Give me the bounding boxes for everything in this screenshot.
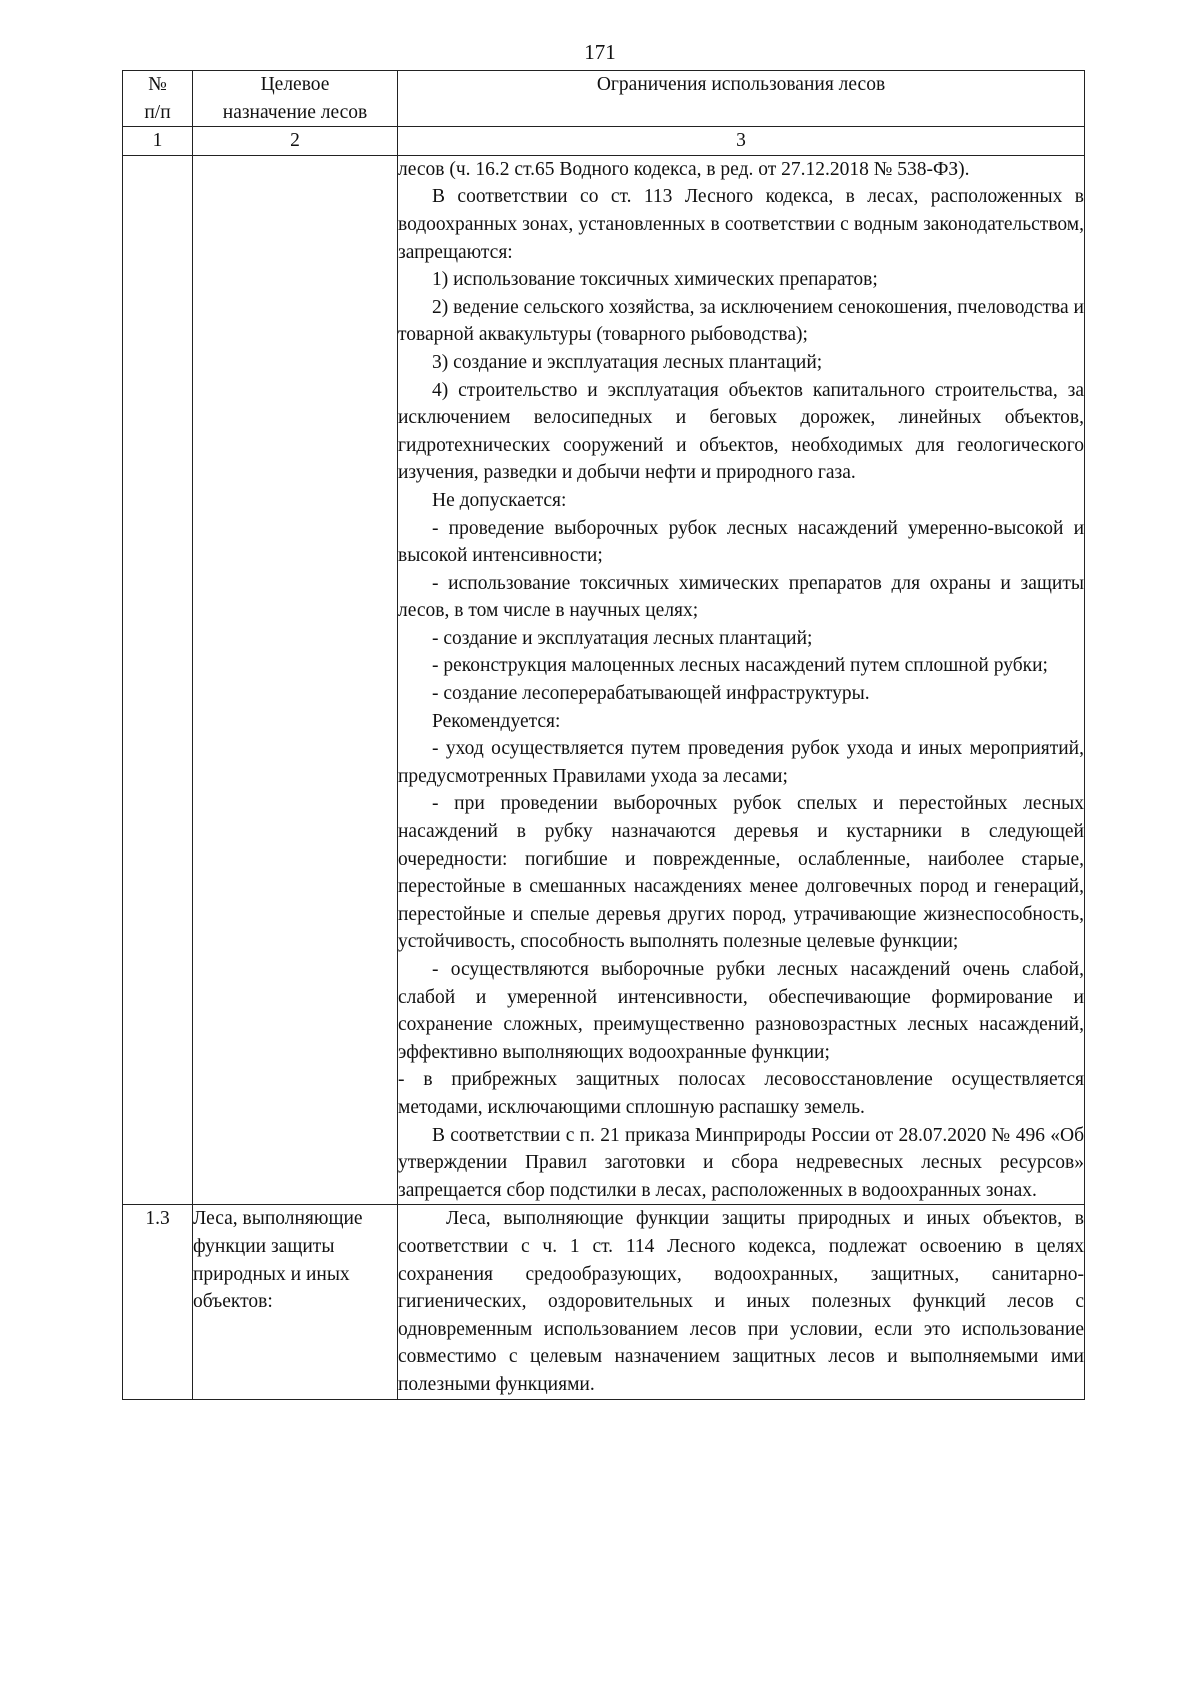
list-item: - при проведении выборочных рубок спелых и перестойных лесных насаждений в рубку назначаются деревья и кустарники в следующей очередности: погибшие и поврежденные, ослабленные, наиболее старые, перестойные в смешанных насаждениях менее долговечных пород и генераций, перестойные и спелые деревья других пород, утрачивающие жизнеспособность, устойчивость, способность выполнять полезные целевые функции; — [398, 793, 1084, 953]
paragraph: В соответствии со ст. 113 Лесного кодекса, в лесах, расположенных в водоохранных зонах, установленных в соответствии с водным законодательством, запрещаются: — [398, 186, 1084, 263]
table-row-continuation — [123, 155, 1085, 1205]
list-item: - проведение выборочных рубок лесных насаждений умеренно-высокой и высокой интенсивности; — [398, 517, 1084, 567]
paragraph-heading: Не допускается: — [432, 489, 567, 511]
header-purpose-label: Целевое — [260, 74, 330, 95]
column-numbers-row — [123, 127, 1085, 156]
table-header-row — [123, 71, 1085, 127]
page-number: 171 — [584, 40, 616, 64]
column-number-2: 2 — [193, 127, 398, 156]
paragraph: В соответствии с п. 21 приказа Минприроды России от 28.07.2020 № 496 «Об утверждении Правил заготовки и сбора недревесных лесных ресурсов» запрещается сбор подстилки в лесах, расположенных в водоохранных зонах. — [398, 1124, 1084, 1201]
list-item: - осуществляются выборочные рубки лесных насаждений очень слабой, слабой и умеренной интенсивности, обеспечивающие формирование и сохранение сложных, преимущественно разновозрастных лесных насаждений, эффективно выполняющих водоохранные функции; — [398, 959, 1084, 1063]
row-purpose-cell — [193, 155, 398, 1205]
table-row-1-3 — [123, 1205, 1085, 1399]
header-restrictions-cell: Ограничения использования лесов — [398, 71, 1085, 127]
paragraph: лесов (ч. 16.2 ст.65 Водного кодекса, в ред. от 27.12.2018 № 538-ФЗ). — [398, 158, 970, 180]
header-purpose-sublabel: назначение лесов — [222, 101, 368, 123]
list-item: - реконструкция малоценных лесных насаждений путем сплошной рубки; — [432, 655, 1048, 677]
list-item: - использование токсичных химических препаратов для охраны и защиты лесов, в том числе в научных целях; — [398, 572, 1084, 622]
header-number-cell — [123, 71, 193, 127]
paragraph: Леса, выполняющие функции защиты природных и иных объектов, в соответствии с ч. 1 ст. 114 Лесного кодекса, подлежат освоению в целях сохранения средообразующих, водоохранных, защитных, санитарно-гигиенических, оздоровительных и иных полезных функций лесов с одновременным использованием лесов при условии, если это использование совместимо с целевым назначением защитных лесов и выполняемыми ими полезными функциями. — [398, 1208, 1084, 1395]
list-item: - создание лесоперерабатывающей инфраструктуры. — [432, 683, 870, 705]
column-number-3: 3 — [398, 127, 1085, 156]
list-item: - в прибрежных защитных полосах лесовосстановление осуществляется методами, исключающими сплошную распашку земель. — [398, 1069, 1084, 1118]
list-item: 1) использование токсичных химических препаратов; — [432, 269, 878, 291]
list-item: 3) создание и эксплуатация лесных плантаций; — [432, 351, 823, 373]
paragraph-heading: Рекомендуется: — [432, 710, 561, 732]
list-item: - создание и эксплуатация лесных плантаций; — [432, 627, 813, 649]
row-purpose-cell: Леса, выполняющие функции защиты природных и иных объектов: — [193, 1205, 398, 1399]
row-restrictions-cell — [398, 155, 1085, 1205]
header-purpose-cell — [193, 71, 398, 127]
list-item: 4) строительство и эксплуатация объектов капитального строительства, за исключением велосипедных и беговых дорожек, линейных объектов, гидротехнических сооружений и объектов, необходимых для геологического изучения, разведки и добычи нефти и природного газа. — [398, 379, 1084, 484]
column-number-1: 1 — [123, 127, 193, 156]
forest-restrictions-table — [122, 70, 1085, 1400]
list-item: 2) ведение сельского хозяйства, за исключением сенокошения, пчеловодства и товарной аквакультуры (товарного рыбоводства); — [398, 296, 1084, 346]
header-number-label: № — [148, 74, 167, 95]
row-restrictions-cell — [398, 1205, 1085, 1399]
header-number-sublabel: п/п — [144, 101, 171, 123]
row-number-cell: 1.3 — [123, 1205, 193, 1399]
list-item: - уход осуществляется путем проведения рубок ухода и иных мероприятий, предусмотренных Правилами ухода за лесами; — [398, 738, 1084, 787]
row-number-cell — [123, 155, 193, 1205]
